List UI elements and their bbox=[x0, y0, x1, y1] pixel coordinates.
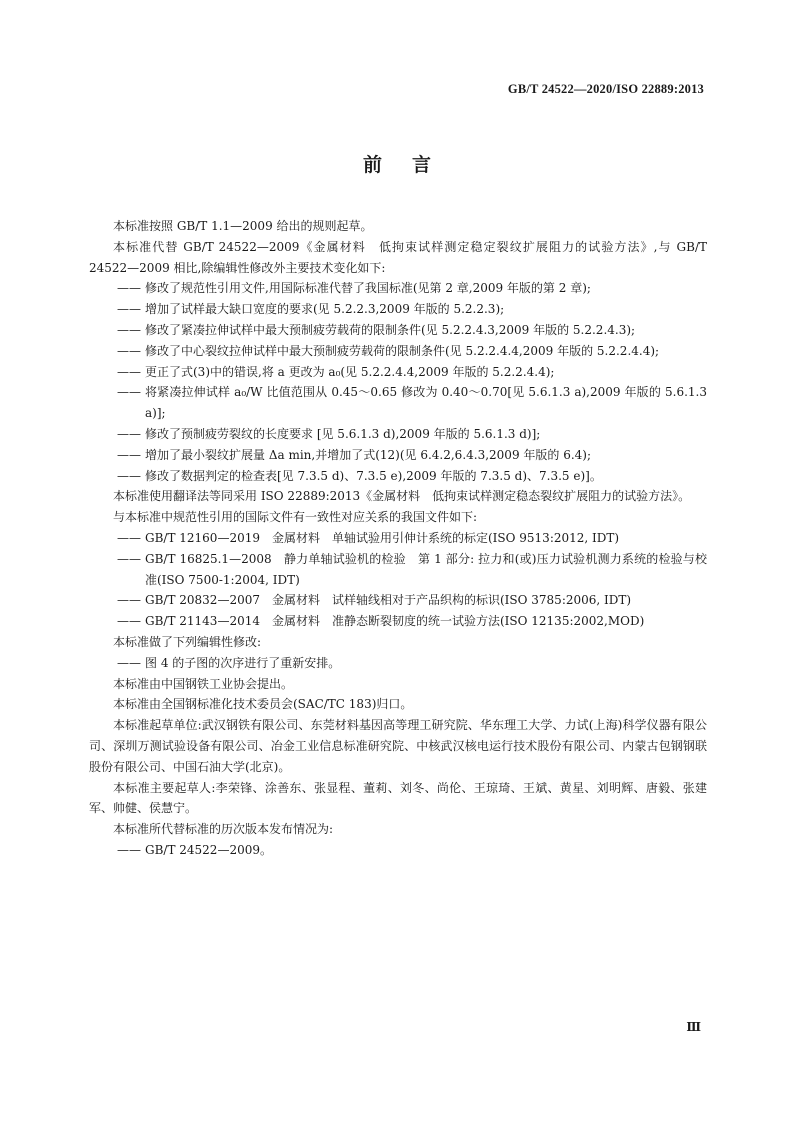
page-title: 前言 bbox=[362, 154, 461, 176]
references-list bbox=[89, 528, 707, 632]
dash: —— bbox=[117, 385, 141, 400]
list-item-text: 增加了试样最大缺口宽度的要求(见 5.2.2.3,2009 年版的 5.2.2.3); bbox=[145, 302, 505, 317]
paragraph: 本标准使用翻译法等同采用 ISO 22889:2013《金属材料 低拘束试样测定稳态裂纹扩展阻力的试验方法》。 bbox=[113, 489, 691, 504]
dash: —— bbox=[117, 614, 141, 629]
paragraph: 本标准主要起草人:李荣锋、涂善东、张显程、董莉、刘冬、尚伦、王琼琦、王斌、黄星、刘明辉、唐毅、张建军、帅健、侯慧宁。 bbox=[89, 780, 707, 816]
list-item bbox=[89, 445, 707, 466]
list-item bbox=[89, 528, 707, 549]
dash: —— bbox=[117, 302, 141, 317]
list-item bbox=[89, 278, 707, 299]
list-item-text: 图 4 的子图的次序进行了重新安排。 bbox=[145, 655, 341, 670]
page-number: Ⅲ bbox=[686, 1020, 701, 1034]
list-item-text: GB/T 24522—2009。 bbox=[145, 842, 272, 857]
paragraph: 本标准做了下列编辑性修改: bbox=[113, 634, 262, 649]
dash: —— bbox=[117, 281, 141, 296]
dash: —— bbox=[117, 426, 141, 441]
list-item-text: 将紧凑拉伸试样 a₀/W 比值范围从 0.45～0.65 修改为 0.40～0.70[见 5.6.1.3 a),2009 年版的 5.6.1.3 a)]; bbox=[145, 385, 707, 421]
list-item bbox=[89, 362, 707, 383]
list-item bbox=[89, 590, 707, 611]
paragraph: 本标准所代替标准的历次版本发布情况为: bbox=[113, 822, 334, 837]
list-item bbox=[89, 653, 707, 674]
paragraph: 与本标准中规范性引用的国际文件有一致性对应关系的我国文件如下: bbox=[113, 510, 478, 525]
list-item bbox=[89, 424, 707, 445]
dash: —— bbox=[117, 551, 141, 566]
list-item bbox=[89, 320, 707, 341]
dash: —— bbox=[117, 447, 141, 462]
list-item-text: 修改了预制疲劳裂纹的长度要求 [见 5.6.1.3 d),2009 年版的 5.6.1.3 d)]; bbox=[145, 426, 541, 441]
list-item-text: 更正了式(3)中的错误,将 a 更改为 a₀(见 5.2.2.4.4,2009 年版的 5.2.2.4.4); bbox=[145, 364, 555, 379]
list-item bbox=[89, 549, 707, 591]
list-item-text: 修改了紧凑拉伸试样中最大预制疲劳载荷的限制条件(见 5.2.2.4.3,2009 年版的 5.2.2.4.3); bbox=[145, 322, 636, 337]
dash: —— bbox=[117, 842, 141, 857]
paragraph: 本标准由全国钢标准化技术委员会(SAC/TC 183)归口。 bbox=[113, 697, 413, 712]
list-item-text: GB/T 21143—2014 金属材料 准静态断裂韧度的统一试验方法(ISO 12135:2002,MOD) bbox=[145, 614, 645, 629]
list-item bbox=[89, 466, 707, 487]
dash: —— bbox=[117, 468, 141, 483]
technical-changes-list bbox=[89, 278, 707, 486]
list-item bbox=[89, 299, 707, 320]
list-item bbox=[89, 840, 707, 861]
list-item-text: 增加了最小裂纹扩展量 Δa min,并增加了式(12)(见 6.4.2,6.4.3,2009 年版的 6.4); bbox=[145, 447, 592, 462]
dash: —— bbox=[117, 322, 141, 337]
dash: —— bbox=[117, 530, 141, 545]
list-item-text: 修改了规范性引用文件,用国际标准代替了我国标准(见第 2 章,2009 年版的第 2 章); bbox=[145, 281, 591, 296]
paragraph: 本标准起草单位:武汉钢铁有限公司、东莞材料基因高等理工研究院、华东理工大学、力试(上海)科学仪器有限公司、深圳万测试验设备有限公司、冶金工业信息标准研究院、中核武汉核电运行技术股份有限公司、内蒙古包钢钢联股份有限公司、中国石油大学(北京)。 bbox=[89, 718, 707, 774]
list-item bbox=[89, 611, 707, 632]
paragraph: 本标准按照 GB/T 1.1—2009 给出的规则起草。 bbox=[113, 219, 373, 233]
dash: —— bbox=[117, 343, 141, 358]
paragraph: 本标准代替 GB/T 24522—2009《金属材料 低拘束试样测定稳定裂纹扩展阻力的试验方法》,与 GB/T 24522—2009 相比,除编辑性修改外主要技术变化如下: bbox=[89, 239, 707, 275]
list-item-text: 修改了数据判定的检查表[见 7.3.5 d)、7.3.5 e),2009 年版的 7.3.5 d)、7.3.5 e)]。 bbox=[145, 468, 602, 483]
list-item bbox=[89, 341, 707, 362]
list-item-text: GB/T 16825.1—2008 静力单轴试验机的检验 第 1 部分: 拉力和(或)压力试验机测力系统的检验与校准(ISO 7500-1:2004, IDT) bbox=[145, 551, 707, 587]
document-body bbox=[89, 216, 707, 861]
dash: —— bbox=[117, 655, 141, 670]
list-item-text: 修改了中心裂纹拉伸试样中最大预制疲劳载荷的限制条件(见 5.2.2.4.4,2009 年版的 5.2.2.4.4); bbox=[145, 343, 660, 358]
list-item-text: GB/T 12160—2019 金属材料 单轴试验用引伸计系统的标定(ISO 9513:2012, IDT) bbox=[145, 530, 620, 545]
dash: —— bbox=[117, 364, 141, 379]
list-item-text: GB/T 20832—2007 金属材料 试样轴线相对于产品织构的标识(ISO 3785:2006, IDT) bbox=[145, 593, 632, 608]
paragraph: 本标准由中国钢铁工业协会提出。 bbox=[113, 676, 294, 691]
list-item bbox=[89, 382, 707, 424]
dash: —— bbox=[117, 593, 141, 608]
standard-number: GB/T 24522—2020/ISO 22889:2013 bbox=[507, 82, 704, 96]
